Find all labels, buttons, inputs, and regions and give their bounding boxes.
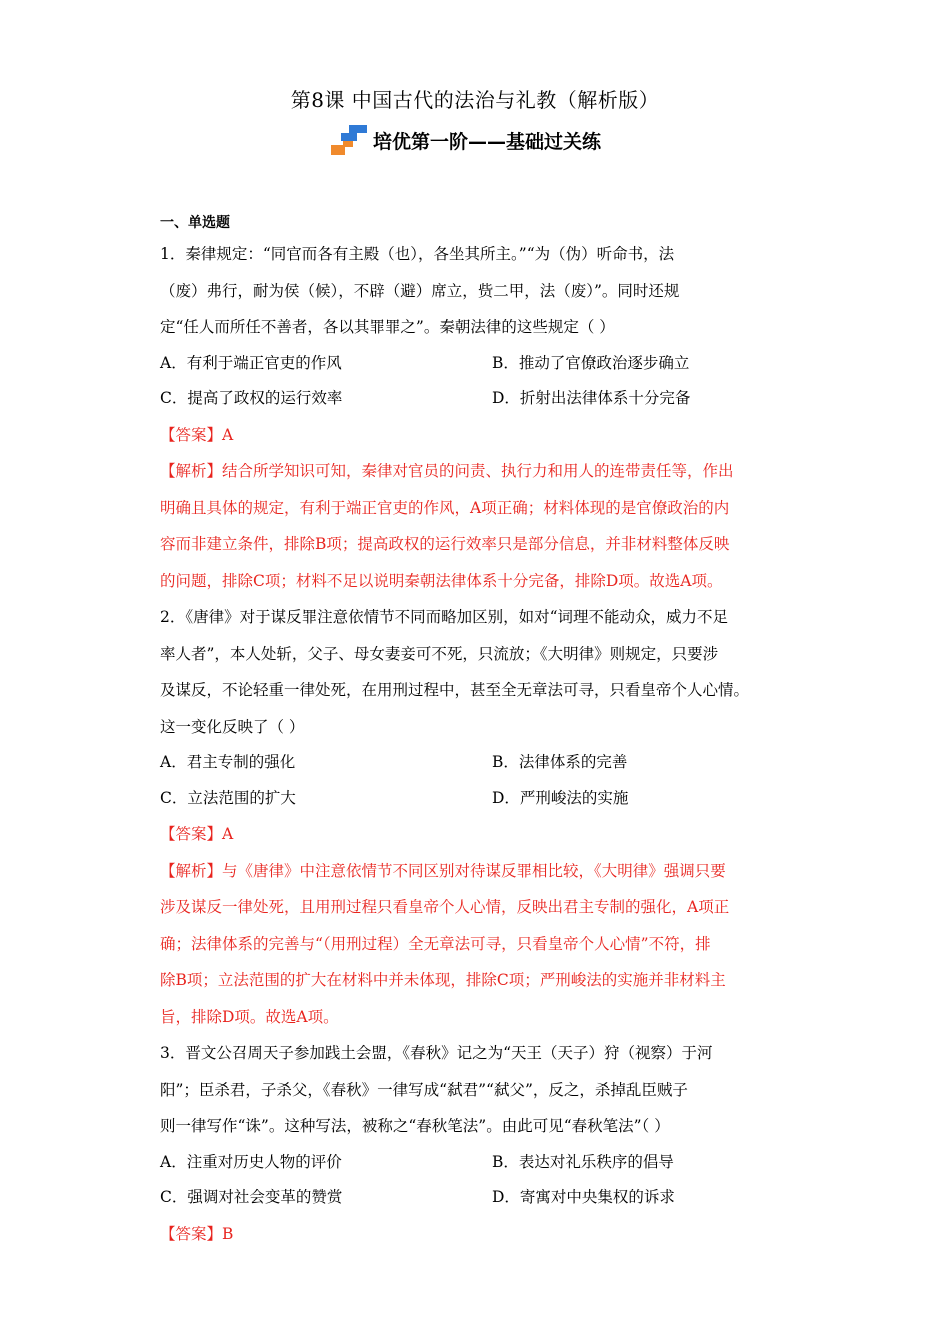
option-d: D．寄寓对中央集权的诉求 [492, 1188, 675, 1206]
question-stem-line: 则一律写作“诛”。这种写法，被称之“春秋笔法”。由此可见“春秋笔法”（ ） [160, 1117, 670, 1135]
option-a: A．有利于端正官吏的作风 [160, 353, 342, 372]
option-row [160, 1180, 790, 1216]
analysis-line: 除B项；立法范围的扩大在材料中并未体现，排除C项；严刑峻法的实施并非材料主 [160, 971, 726, 989]
option-c: C．提高了政权的运行效率 [160, 389, 343, 407]
analysis-line: 【解析】与《唐律》中注意依情节不同区别对待谋反罪相比较，《大明律》强调只要 [160, 861, 726, 880]
option-row [160, 745, 790, 781]
option-a: A．君主专制的强化 [160, 753, 296, 771]
option-d: D．折射出法律体系十分完备 [492, 389, 691, 407]
analysis-line: 涉及谋反一律处死，且用刑过程只看皇帝个人心情，反映出君主专制的强化，A项正 [160, 898, 730, 916]
answer-label: 【答案】B [160, 1224, 234, 1243]
option-row [160, 1145, 790, 1181]
question-stem-line: 及谋反，不论轻重一律处死，在用刑过程中，甚至全无章法可寻，只看皇帝个人心情。 [160, 681, 750, 699]
document-body [160, 210, 790, 1252]
option-row [160, 381, 790, 417]
question-stem-line: 率人者”，本人处斩，父子、母女妻妾可不死，只流放；《大明律》则规定，只要涉 [160, 644, 719, 663]
analysis-line: 【解析】结合所学知识可知，秦律对官员的问责、执行力和用人的连带责任等，作出 [160, 462, 734, 480]
question-3 [160, 1035, 790, 1252]
analysis-line: 明确且具体的规定，有利于端正官吏的作风，A项正确；材料体现的是官僚政治的内 [160, 498, 730, 517]
option-c: C．强调对社会变革的赞赏 [160, 1188, 343, 1206]
option-b: B．表达对礼乐秩序的倡导 [492, 1152, 674, 1171]
answer-label: 【答案】A [160, 825, 234, 843]
option-a: A．注重对历史人物的评价 [160, 1152, 342, 1171]
question-stem-line: 定“任人而所任不善者，各以其罪罪之”。秦朝法律的这些规定（ ） [160, 318, 615, 336]
option-c: C．立法范围的扩大 [160, 788, 296, 807]
question-stem-line: 3．晋文公召周天子参加践土会盟，《春秋》记之为“天王（天子）狩（视察）于河 [160, 1044, 713, 1062]
stage-heading [327, 120, 601, 160]
option-row [160, 781, 790, 817]
stage-title: 培优第一阶——基础过关练 [373, 130, 602, 153]
option-d: D．严刑峻法的实施 [492, 788, 629, 807]
question-1 [160, 236, 790, 599]
question-stem-line: 阳”；臣杀君，子杀父，《春秋》一律写成“弑君”“弑父”，反之，杀掉乱臣贼子 [160, 1080, 688, 1099]
question-2 [160, 599, 790, 1035]
option-row [160, 346, 790, 382]
section-title: 一、单选题 [160, 215, 230, 231]
question-stem-line: 1．秦律规定：“同官而各有主殿（也），各坐其所主。”“为（伪）听命书，法 [160, 245, 675, 263]
page-title: 第8课 中国古代的法治与礼教（解析版） [290, 88, 660, 112]
analysis-line: 容而非建立条件，排除B项；提高政权的运行效率只是部分信息，并非材料整体反映 [160, 535, 730, 553]
option-b: B．推动了官僚政治逐步确立 [492, 353, 690, 372]
stairs-icon [327, 123, 369, 157]
analysis-line: 旨，排除D项。故选A项。 [160, 1007, 339, 1026]
question-stem-line: （废）弗行，耐为侯（候），不辟（避）席立，赀二甲，法（废）”。同时还规 [160, 281, 680, 300]
question-stem-line: 2．《唐律》对于谋反罪注意依情节不同而略加区别，如对“词理不能动众，威力不足 [160, 608, 729, 626]
analysis-line: 确；法律体系的完善与“（用刑过程）全无章法可寻，只看皇帝个人心情”不符，排 [160, 934, 711, 953]
answer-label: 【答案】A [160, 425, 234, 444]
question-stem-line: 这一变化反映了（ ） [160, 717, 305, 736]
analysis-line: 的问题，排除C项；材料不足以说明秦朝法律体系十分完备，排除D项。故选A项。 [160, 571, 723, 590]
option-b: B．法律体系的完善 [492, 753, 628, 771]
